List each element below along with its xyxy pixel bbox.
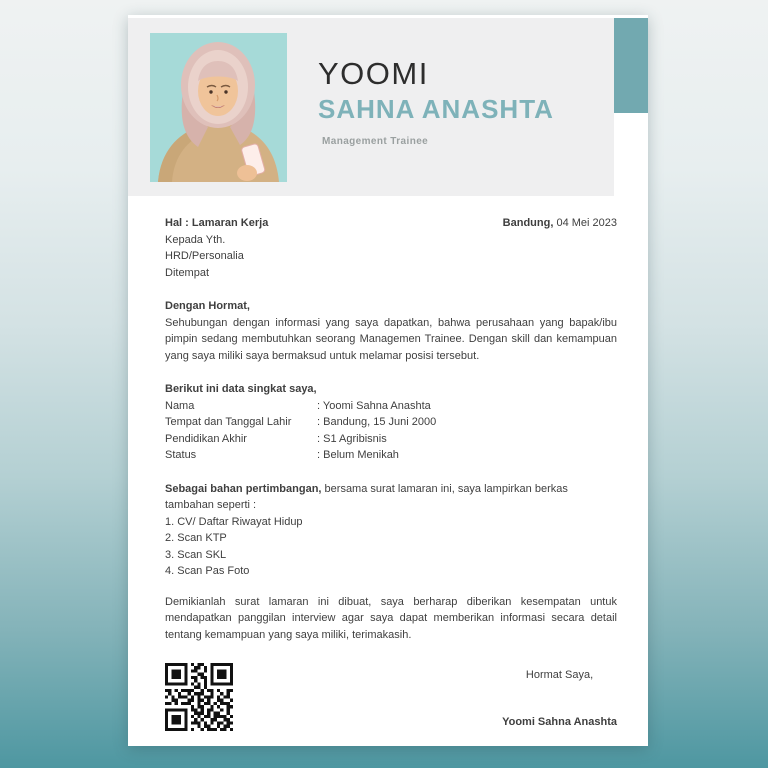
opening-paragraph: Sehubungan dengan informasi yang saya dapatkan, bahwa perusahaan yang bapak/ibu pimpin sedang membutuhkan seorang Managemen Trainee. Dengan skill dan kemampuan yang saya miliki saya bermaksud untuk melamar posisi tersebut. (165, 316, 617, 362)
data-value: : Bandung, 15 Juni 2000 (317, 416, 437, 428)
first-name: YOOMI (318, 56, 429, 91)
date-rest: 04 Mei 2023 (553, 217, 617, 229)
data-row (165, 414, 617, 431)
attachments-intro-rest: bersama surat lamaran ini, saya lampirkan berkas tambahan seperti : (165, 482, 568, 511)
data-value: : Yoomi Sahna Anashta (317, 399, 431, 412)
data-row (165, 431, 617, 448)
date-line (503, 215, 617, 232)
signoff: Hormat Saya, (525, 669, 594, 681)
data-value: : Belum Menikah (317, 449, 399, 461)
date-city: Bandung, (502, 217, 554, 229)
qr-code (165, 663, 233, 731)
signature-row (165, 663, 617, 731)
profile-photo (150, 33, 287, 182)
data-label: Status (165, 449, 197, 461)
recipient-line: HRD/Personalia (165, 250, 244, 262)
attachment-item: 2. Scan KTP (165, 532, 227, 544)
closing-paragraph: Demikianlah surat lamaran ini dibuat, saya berharap diberikan kesempatan untuk mendapatkan panggilan interview agar saya dapat memberikan informasi secara detail tentang kemampuan yang saya miliki, terimakasih. (165, 595, 617, 641)
data-value: : S1 Agribisnis (317, 432, 387, 445)
last-name: SAHNA ANASHTA (318, 94, 554, 124)
attachments-intro-bold: Sebagai bahan pertimbangan, (165, 482, 322, 495)
header-name-block (318, 57, 554, 147)
data-intro: Berikut ini data singkat saya, (165, 383, 317, 395)
data-label: Nama (165, 399, 195, 412)
data-row (165, 398, 617, 415)
attachment-item: 1. CV/ Daftar Riwayat Hidup (165, 515, 303, 528)
job-title: Management Trainee (322, 136, 429, 147)
recipient-line: Kepada Yth. (165, 233, 226, 246)
recipient-line: Ditempat (165, 266, 210, 279)
accent-block (614, 18, 648, 113)
salutation: Dengan Hormat, (165, 300, 250, 312)
subject-line: Hal : Lamaran Kerja (165, 217, 269, 229)
data-label: Tempat dan Tanggal Lahir (165, 416, 292, 428)
attachment-item: 4. Scan Pas Foto (165, 565, 250, 577)
data-label: Pendidikan Akhir (165, 432, 247, 445)
data-row (165, 447, 617, 464)
attachments-intro (165, 481, 617, 514)
letter-body (165, 215, 617, 731)
attachment-item: 3. Scan SKL (165, 548, 227, 561)
signature-block (502, 663, 617, 730)
signature-name: Yoomi Sahna Anashta (502, 715, 617, 728)
letter-page (128, 15, 648, 746)
subject-date-row (165, 215, 617, 232)
